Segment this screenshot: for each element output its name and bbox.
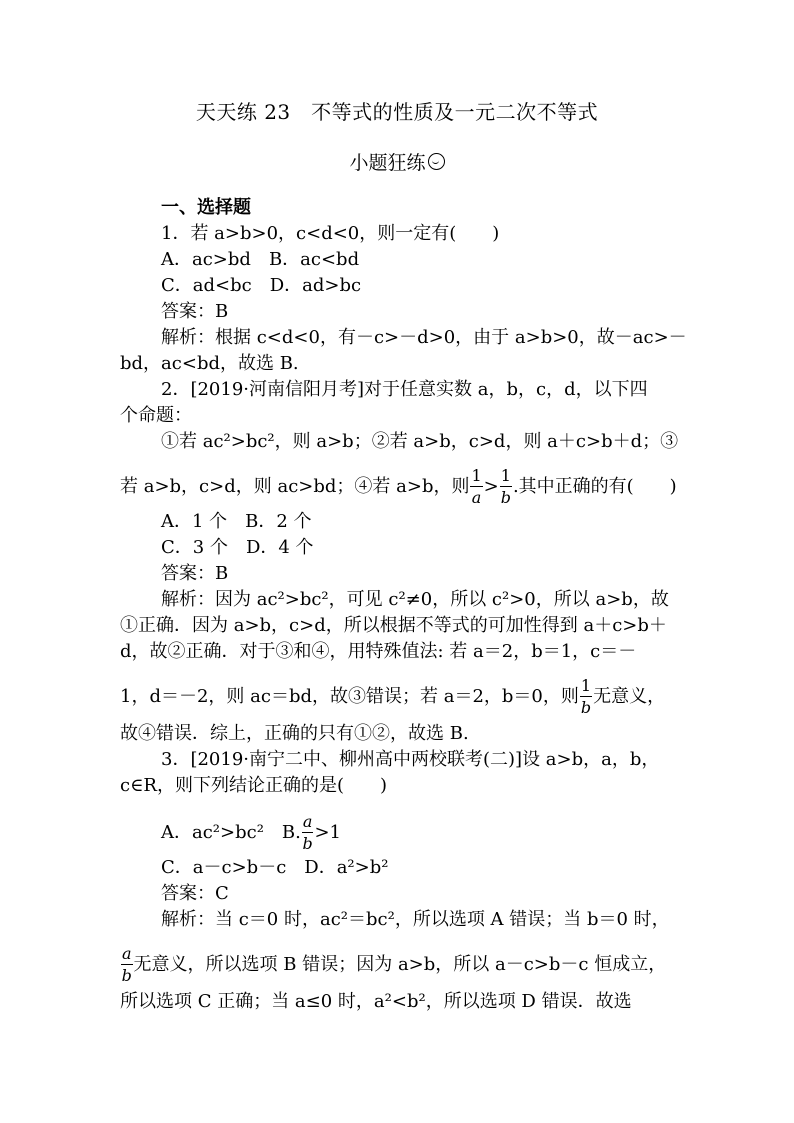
q3-options-ab: [161, 814, 715, 852]
fraction-1-over-a: $\frac{1}{a}$: [471, 466, 482, 507]
q3-analysis-line-3: 所以选项 C 正确；当 a≤0 时，a²<b²，所以选项 D 错误．故选: [120, 991, 632, 1012]
q2-analysis-line-4: [120, 678, 674, 716]
fraction-1-over-b: $\frac{1}{b}$: [500, 466, 511, 507]
q3-option-b-tail: >1: [314, 822, 341, 843]
q3-option-a: A．ac²>bc² B.: [161, 822, 301, 843]
q1-analysis-line-1: 解析：根据 c<d<0，有－c>－d>0，由于 a>b>0，故－ac>－: [161, 327, 687, 348]
q2-propositions-line-1: ①若 ac²>bc²，则 a>b；②若 a>b，c>d，则 a＋c>b＋d；③: [161, 431, 679, 452]
q1-analysis-line-2: bd，ac<bd，故选 B.: [120, 353, 299, 374]
section-subtitle: [0, 148, 794, 175]
q1-options-cd: C．ad<bc D．ad>bc: [161, 275, 362, 296]
q2-analysis-line-5: 故④错误．综上，正确的只有①②，故选 B.: [120, 723, 469, 744]
smiley-icon: [428, 153, 445, 170]
q2-options-cd: C．3 个 D．4 个: [161, 537, 314, 558]
q1-options-ab: A．ac>bd B．ac<bd: [161, 249, 360, 270]
question-2-cont: 个命题：: [120, 405, 192, 426]
q3-analysis-line-1: 解析：当 c＝0 时，ac²＝bc²，所以选项 A 错误；当 b＝0 时，: [161, 909, 670, 930]
q2-analysis-text-b: 无意义，: [593, 686, 666, 707]
question-3: 3．[2019·南宁二中、柳州高中两校联考(二)]设 a>b，a，b，: [161, 749, 660, 770]
q3-options-cd: C．a－c>b－c D．a²>b²: [161, 857, 389, 878]
subtitle-text: 小题狂练: [349, 152, 426, 174]
q2-analysis-line-1: 解析：因为 ac²>bc²，可见 c²≠0，所以 c²>0，所以 a>b，故: [161, 589, 669, 610]
section-heading: 一、选择题: [161, 197, 251, 218]
question-2: 2．[2019·河南信阳月考]对于任意实数 a，b，c，d，以下四: [161, 379, 648, 400]
q2-text-a: 若 a>b，c>d，则 ac>bd；④若 a>b，则: [120, 476, 470, 497]
q1-answer: 答案：B: [161, 301, 229, 322]
q2-answer: 答案：B: [161, 563, 229, 584]
q2-analysis-text-a: 1，d＝－2，则 ac＝bd，故③错误；若 a＝2，b＝0，则: [120, 686, 579, 707]
fraction-1-over-b-2: $\frac{1}{b}$: [580, 676, 592, 717]
q2-options-ab: A．1 个 B．2 个: [161, 511, 312, 532]
q2-text-gt: >: [483, 476, 499, 497]
fraction-a-over-b-2: $\frac{a}{b}$: [121, 944, 132, 985]
q2-analysis-line-2: ①正确．因为 a>b，c>d，所以根据不等式的可加性得到 a＋c>b＋: [120, 615, 667, 636]
fraction-a-over-b: $\frac{a}{b}$: [302, 812, 313, 853]
q3-answer: 答案：C: [161, 883, 229, 904]
question-1: 1．若 a>b>0，c<d<0，则一定有( ): [161, 223, 500, 244]
q3-analysis-text: 无意义，所以选项 B 错误；因为 a>b，所以 a－c>b－c 恒成立，: [133, 954, 667, 975]
q3-analysis-line-2: [120, 946, 674, 984]
q2-text-c: .其中正确的有( ): [512, 476, 677, 497]
q2-analysis-line-3: d，故②正确．对于③和④，用特殊值法: 若 a＝2，b＝1，c＝－: [120, 641, 637, 662]
question-3-cont: c∈R，则下列结论正确的是( ): [120, 775, 388, 796]
q2-propositions-line-2: [120, 466, 677, 507]
page-title: 天天练 23 不等式的性质及一元二次不等式: [195, 100, 599, 124]
